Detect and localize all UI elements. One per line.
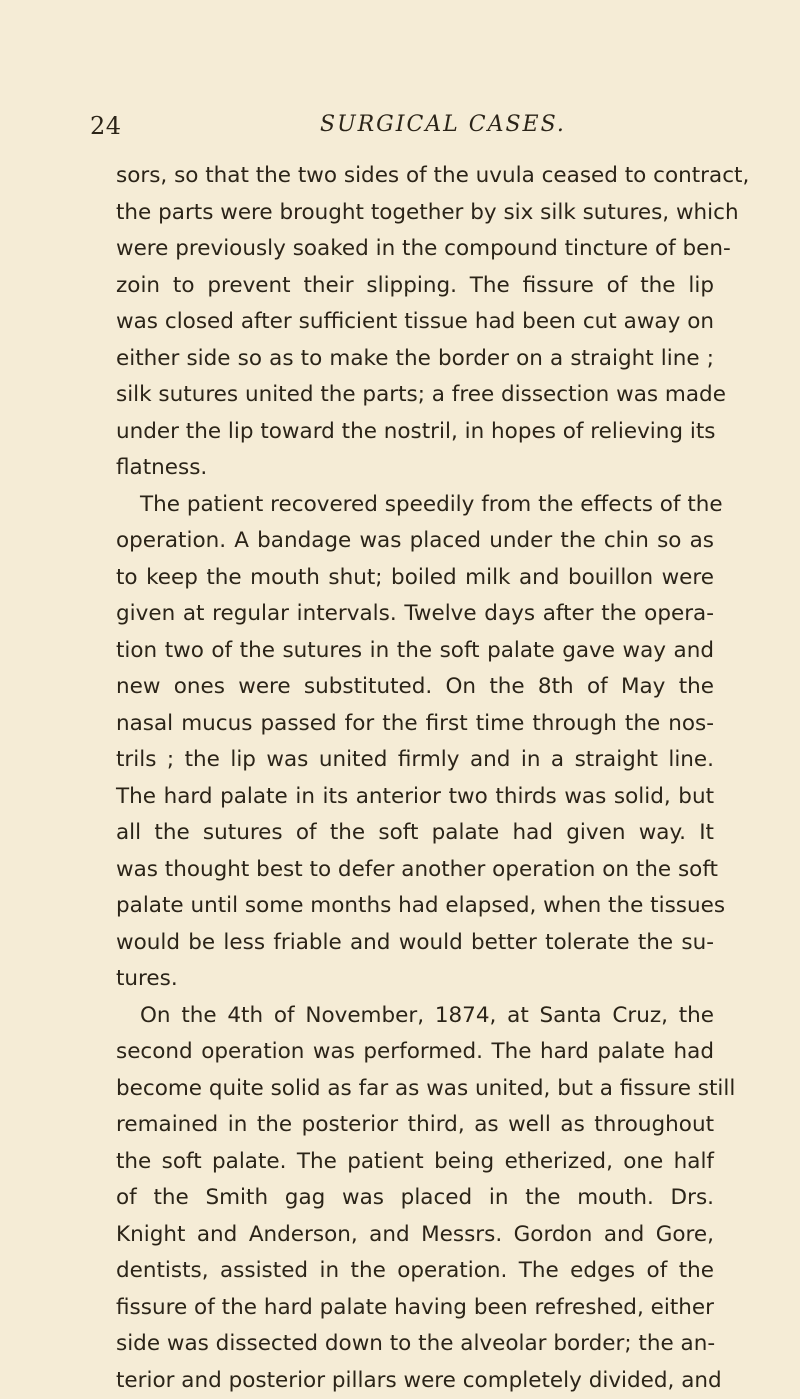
text-line: to keep the mouth shut; boiled milk and bouillon were: [116, 560, 714, 597]
running-head: SURGICAL CASES.: [320, 112, 566, 137]
text-line: trils ; the lip was united firmly and in a straight line.: [116, 742, 714, 779]
text-line: Knight and Anderson, and Messrs. Gordon and Gore,: [116, 1217, 714, 1254]
text-line: new ones were substituted. On the 8th of May the: [116, 669, 714, 706]
text-line: would be less friable and would better tolerate the su-: [116, 925, 714, 962]
text-line: On the 4th of November, 1874, at Santa Cruz, the: [116, 998, 714, 1035]
text-line: nasal mucus passed for the first time through the nos-: [116, 706, 714, 743]
text-line: fissure of the hard palate having been refreshed, either: [116, 1290, 714, 1327]
text-line: palate until some months had elapsed, when the tissues: [116, 888, 714, 925]
text-line: second operation was performed. The hard palate had: [116, 1034, 714, 1071]
text-line: either side so as to make the border on a straight line ;: [116, 341, 714, 378]
text-line: zoin to prevent their slipping. The fissure of the lip: [116, 268, 714, 305]
text-line: all the sutures of the soft palate had given way. It: [116, 815, 714, 852]
text-line: under the lip toward the nostril, in hopes of relieving its: [116, 414, 714, 451]
text-line: terior and posterior pillars were completely divided, and: [116, 1363, 714, 1399]
text-line: given at regular intervals. Twelve days after the opera-: [116, 596, 714, 633]
text-line: side was dissected down to the alveolar border; the an-: [116, 1326, 714, 1363]
text-line: flatness.: [116, 450, 714, 487]
text-line: dentists, assisted in the operation. The edges of the: [116, 1253, 714, 1290]
body-text: [116, 158, 714, 1399]
text-line: operation. A bandage was placed under the chin so as: [116, 523, 714, 560]
text-line: tures.: [116, 961, 714, 998]
text-line: remained in the posterior third, as well as throughout: [116, 1107, 714, 1144]
text-line: were previously soaked in the compound tincture of ben-: [116, 231, 714, 268]
text-line: become quite solid as far as was united, but a fissure still: [116, 1071, 714, 1108]
text-line: the soft palate. The patient being etherized, one half: [116, 1144, 714, 1181]
page-header: [90, 112, 710, 142]
page-number: 24: [90, 112, 122, 140]
text-line: sors, so that the two sides of the uvula ceased to contract,: [116, 158, 714, 195]
text-line: silk sutures united the parts; a free dissection was made: [116, 377, 714, 414]
text-line: of the Smith gag was placed in the mouth. Drs.: [116, 1180, 714, 1217]
text-line: was closed after sufficient tissue had been cut away on: [116, 304, 714, 341]
text-line: The patient recovered speedily from the effects of the: [116, 487, 714, 524]
text-line: was thought best to defer another operation on the soft: [116, 852, 714, 889]
text-line: tion two of the sutures in the soft palate gave way and: [116, 633, 714, 670]
text-line: The hard palate in its anterior two thirds was solid, but: [116, 779, 714, 816]
text-line: the parts were brought together by six silk sutures, which: [116, 195, 714, 232]
